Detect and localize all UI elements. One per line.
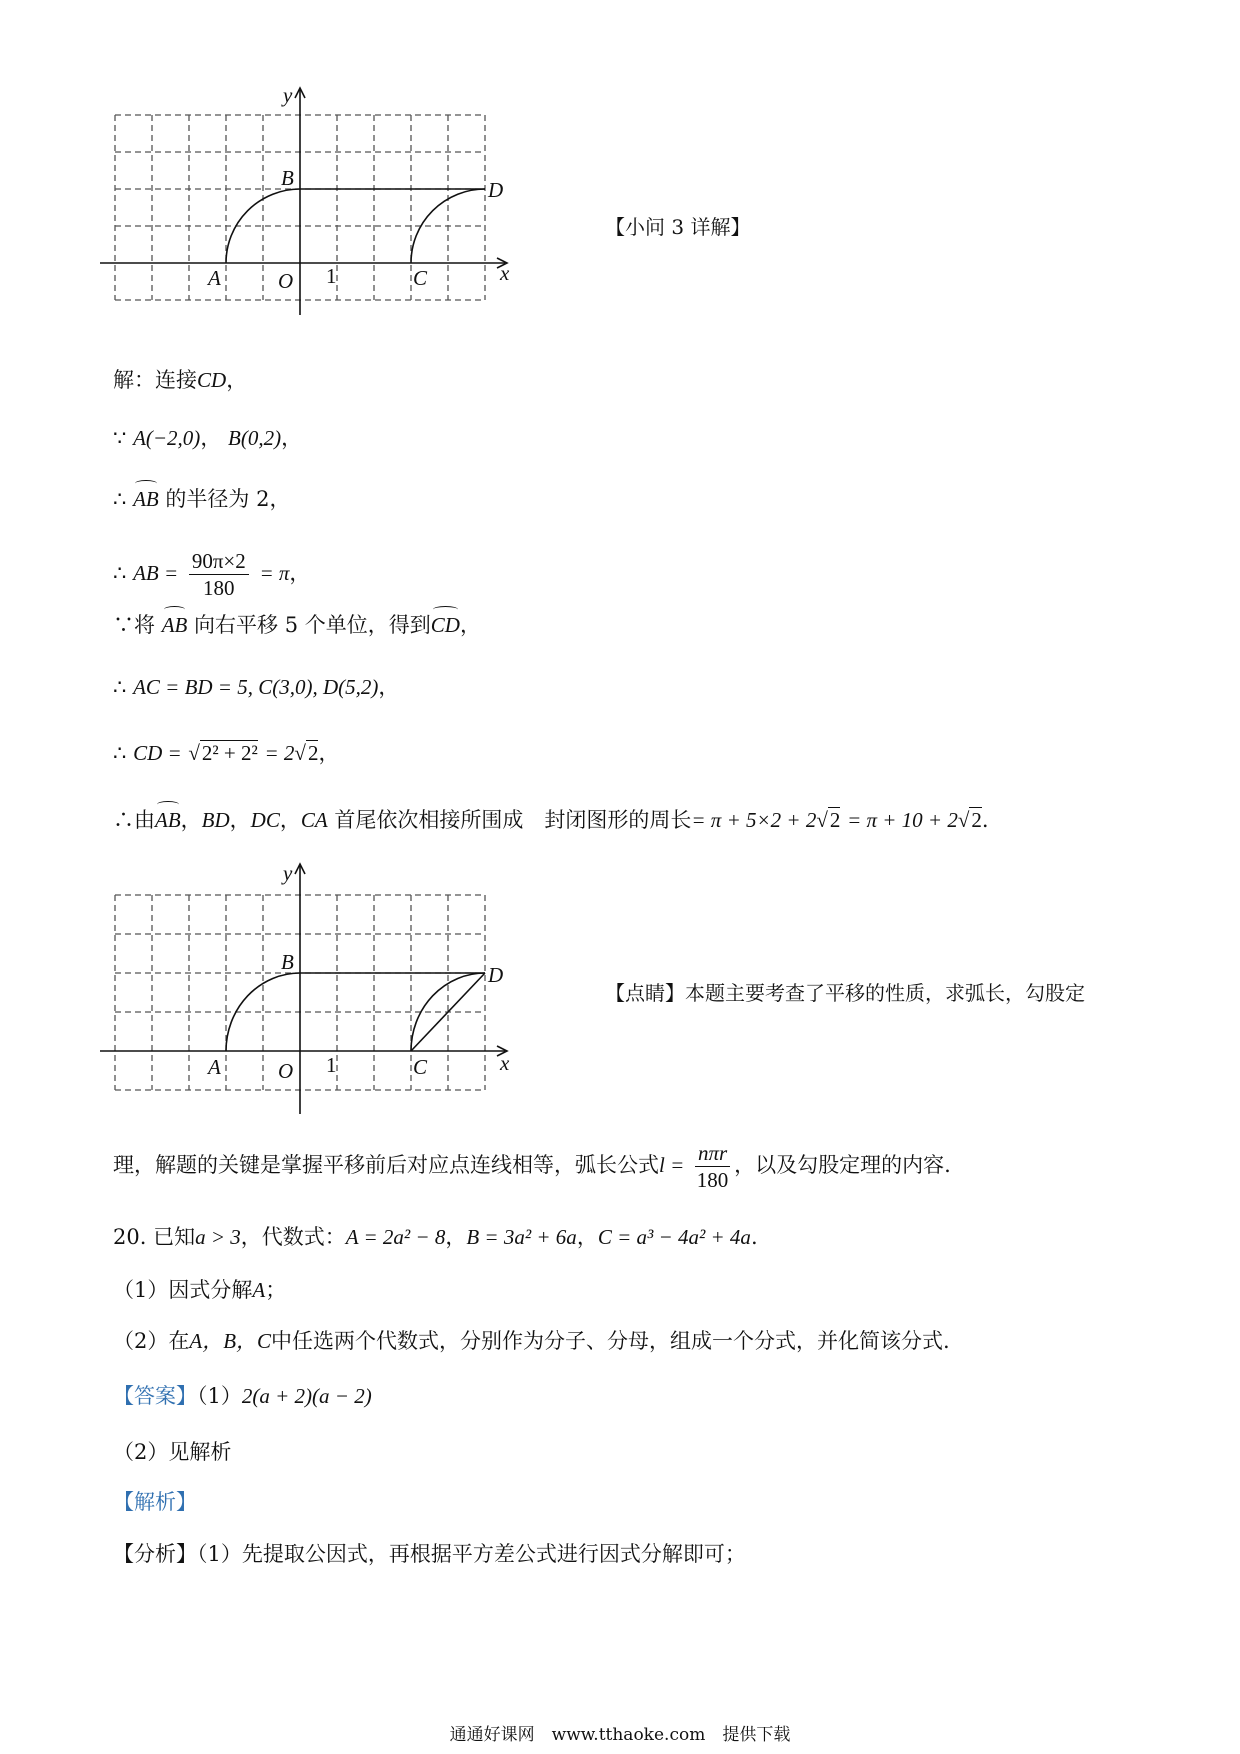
solution-line-8: ∴由AB，BD，DC，CA 首尾依次相接所围成 封闭图形的周长= π + 5×2 + 2√2 = π + 10 + 2√2. [113, 805, 989, 835]
comment-line: 理，解题的关键是掌握平移前后对应点连线相等，弧长公式l = $\frac{\text{nπr}}{180}$ ，以及勾股定理的内容. [113, 1141, 951, 1192]
solution-line-5: ∵将 AB 向右平移 5 个单位，得到CD， [113, 610, 481, 640]
solution-line-2: ∵ A(−2,0)， B(0,2)， [113, 426, 303, 450]
x-axis-label: x [500, 261, 510, 285]
solution-line-7: ∴ CD = √2² + 2² = 2√2， [113, 741, 340, 765]
analysis-tag: 【解析】 [113, 1490, 197, 1514]
question-20-stem: 20. 已知a > 3，代数式：A = 2a² − 8，B = 3a² + 6a，C = a³ − 4a² + 4a. [113, 1225, 758, 1249]
solution-line-6: ∴ AC = BD = 5, C(3,0), D(5,2)， [113, 675, 400, 699]
figure-arc-grid-2 [95, 852, 535, 1122]
unit-label: 1 [326, 264, 337, 288]
point-label-d: D [488, 178, 504, 202]
question-20-part-1: （1）因式分解A； [113, 1278, 287, 1302]
origin-label: O [278, 269, 294, 293]
solution-line-1: 解：连接CD， [113, 368, 248, 392]
point-label-d-2: D [488, 963, 504, 987]
unit-label-2: 1 [326, 1053, 337, 1077]
point-label-a: A [208, 266, 221, 290]
answer-line-1: 【答案】（1）2(a + 2)(a − 2) [113, 1384, 372, 1408]
x-axis-label-2: x [500, 1051, 510, 1075]
question-20-part-2: （2）在A，B，C中任选两个代数式，分别作为分子、分母，组成一个分式，并化简该分式. [113, 1329, 950, 1353]
answer-line-2: （2）见解析 [113, 1440, 232, 1464]
fraction-arc-length: $\frac{90\pi\times 2}{180}$ [189, 548, 249, 601]
point-label-b: B [281, 166, 294, 190]
solution-line-3: ∴ AB 的半径为 2， [113, 484, 290, 514]
figure-arc-grid-1 [95, 80, 535, 325]
point-label-c-2: C [413, 1055, 428, 1079]
answer-tag: 【答案】 [113, 1384, 197, 1408]
fraction-arc-formula: $\frac{\text{nπr}}{180}$ [696, 1141, 729, 1192]
point-label-a-2: A [208, 1055, 221, 1079]
solution-line-4: ∴ AB = $\frac{90\pi\times 2}{180}$ = π， [113, 549, 311, 600]
side-note-key-point: 【点睛】本题主要考查了平移的性质，求弧长，勾股定 [605, 981, 1085, 1005]
side-note-subquestion-3: 【小问 3 详解】 [605, 215, 751, 239]
fenxi-line: 【分析】（1）先提取公因式，再根据平方差公式进行因式分解即可； [113, 1542, 746, 1566]
y-axis-label: y [283, 83, 293, 107]
y-axis-label-2: y [283, 861, 293, 885]
origin-label-2: O [278, 1059, 294, 1083]
point-label-c: C [413, 266, 428, 290]
page-footer: 通通好课网 www.tthaoke.com 提供下载 [449, 1725, 791, 1745]
point-label-b-2: B [281, 950, 294, 974]
